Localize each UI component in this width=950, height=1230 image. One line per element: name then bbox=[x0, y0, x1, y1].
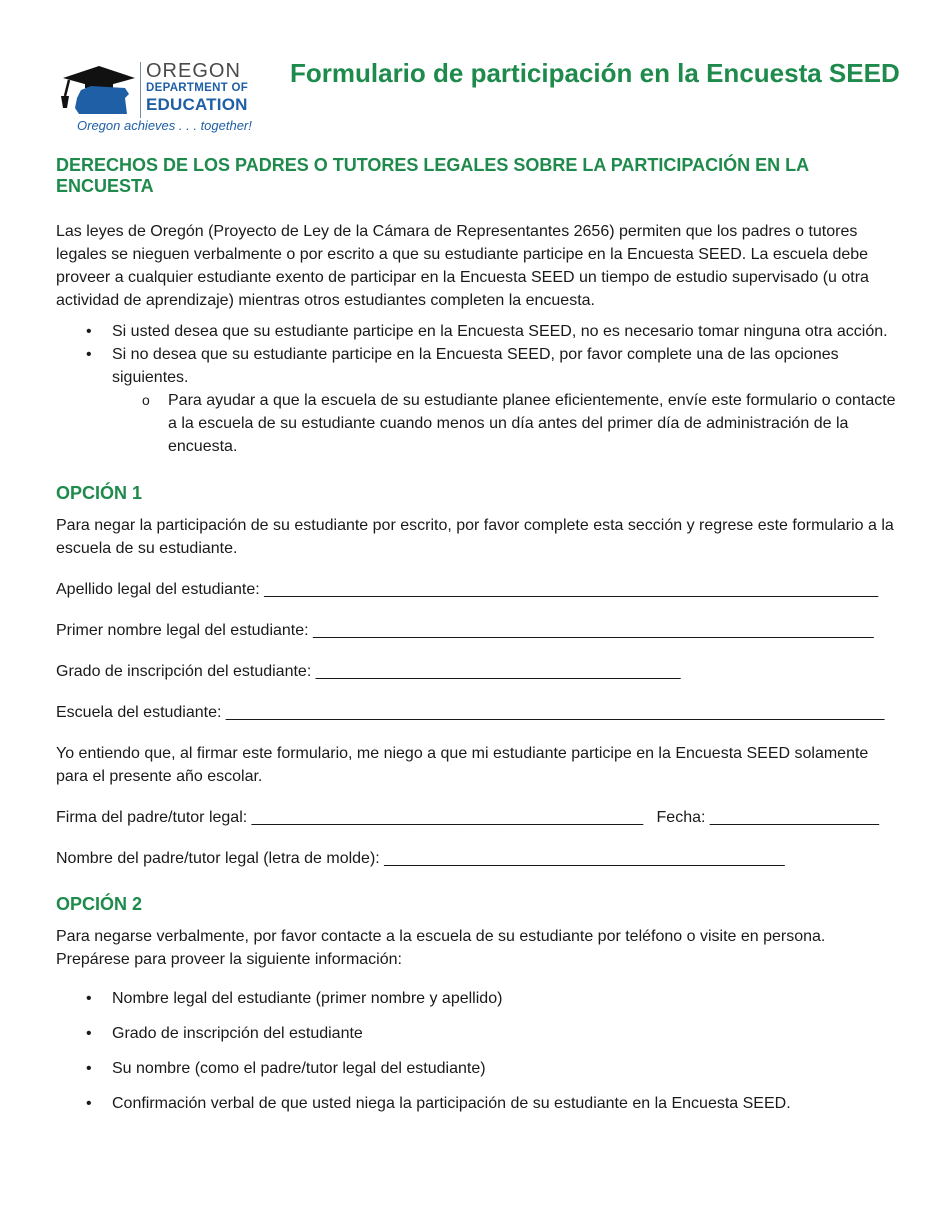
option2-bullet-list bbox=[56, 987, 896, 1115]
date-field-label: Fecha: bbox=[656, 809, 706, 826]
ode-logo bbox=[55, 60, 255, 140]
first-name-field[interactable]: Primer nombre legal del estudiante: _______________________________________________________________ bbox=[56, 622, 874, 639]
list-item: • Grado de inscripción del estudiante bbox=[56, 1022, 896, 1045]
rights-bullet-list bbox=[56, 320, 896, 389]
document-body bbox=[56, 155, 896, 1127]
logo-divider bbox=[140, 62, 141, 118]
bullet-icon: • bbox=[86, 1025, 92, 1042]
list-item: • Confirmación verbal de que usted niega la participación de su estudiante en la Encuesta SEED. bbox=[56, 1092, 896, 1115]
signature-field[interactable]: Firma del padre/tutor legal: ____________________________________________ Fecha: ___________________ bbox=[56, 809, 879, 826]
bullet-icon: • bbox=[86, 1060, 92, 1077]
document-title: Formulario de participación en la Encuesta SEED bbox=[290, 58, 900, 88]
bullet-icon: • bbox=[86, 990, 92, 1007]
rights-paragraph: Las leyes de Oregón (Proyecto de Ley de la Cámara de Representantes 2656) permiten que los padres o tutores legales se nieguen verbalmente o por escrito a que su estudiante participe en la Encuesta SEED. La escuela debe proveer a cualquier estudiante exento de participar en la Encuesta SEED un tiempo de estudio supervisado (u otra actividad de aprendizaje) mientras otros estudiantes completen la encuesta. bbox=[56, 223, 869, 309]
list-item: • Su nombre (como el padre/tutor legal del estudiante) bbox=[56, 1057, 896, 1080]
rights-heading: DERECHOS DE LOS PADRES O TUTORES LEGALES SOBRE LA PARTICIPACIÓN EN LA ENCUESTA bbox=[56, 155, 809, 196]
last-name-field[interactable]: Apellido legal del estudiante: _____________________________________________________________________ bbox=[56, 581, 879, 598]
logo-oregon-text: OREGON bbox=[146, 60, 241, 82]
logo-education-text: EDUCATION bbox=[146, 95, 248, 114]
rights-sub-bullet: o Para ayudar a que la escuela de su estudiante planee eficientemente, envíe este formulario o contacte a la escuela de su estudiante cuando menos un día antes del primer día de administración de la encuesta. bbox=[56, 389, 896, 458]
list-item: • Si no desea que su estudiante participe en la Encuesta SEED, por favor complete una de las opciones siguientes. bbox=[56, 343, 896, 389]
bullet-icon: • bbox=[86, 346, 92, 363]
printed-name-field[interactable]: Nombre del padre/tutor legal (letra de molde): _____________________________________________ bbox=[56, 850, 785, 867]
list-item: • Si usted desea que su estudiante participe en la Encuesta SEED, no es necesario tomar ninguna otra acción. bbox=[56, 320, 896, 343]
list-item: • Nombre legal del estudiante (primer nombre y apellido) bbox=[56, 987, 896, 1010]
bullet-icon: • bbox=[86, 1095, 92, 1112]
school-field[interactable]: Escuela del estudiante: __________________________________________________________________________ bbox=[56, 704, 885, 721]
option1-intro: Para negar la participación de su estudiante por escrito, por favor complete esta sección y regrese este formulario a la escuela de su estudiante. bbox=[56, 517, 894, 557]
option1-heading: OPCIÓN 1 bbox=[56, 483, 143, 503]
logo-department-text: DEPARTMENT OF bbox=[146, 82, 249, 94]
graduation-cap-oregon-icon bbox=[55, 64, 139, 118]
logo-tagline: Oregon achieves . . . together! bbox=[77, 118, 252, 133]
bullet-icon: • bbox=[86, 323, 92, 340]
circle-bullet-icon: o bbox=[142, 392, 150, 408]
page-header bbox=[0, 0, 950, 150]
option2-intro: Para negarse verbalmente, por favor contacte a la escuela de su estudiante por teléfono o visite en persona. Prepárese para proveer la siguiente información: bbox=[56, 928, 826, 968]
option1-statement: Yo entiendo que, al firmar este formulario, me niego a que mi estudiante participe en la Encuesta SEED solamente para el presente año escolar. bbox=[56, 745, 869, 785]
option2-heading: OPCIÓN 2 bbox=[56, 894, 143, 914]
grade-field[interactable]: Grado de inscripción del estudiante: _________________________________________ bbox=[56, 663, 681, 680]
